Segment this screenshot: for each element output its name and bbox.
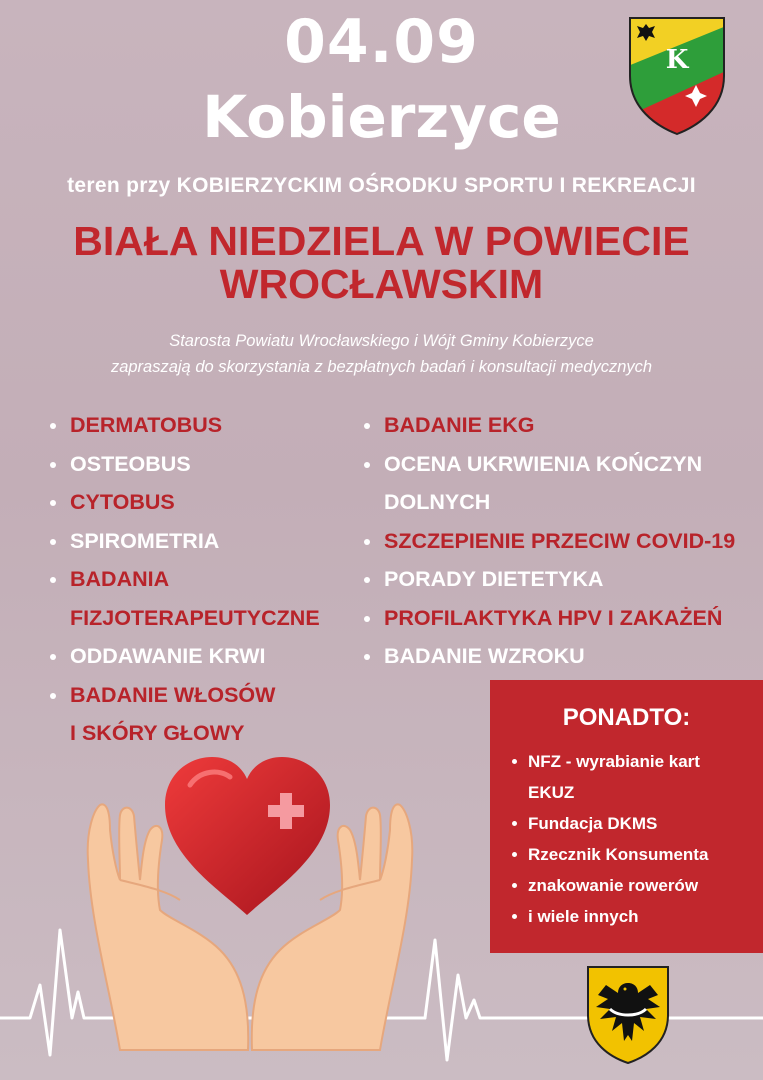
service-item: OCENA UKRWIENIA KOŃCZYN DOLNYCH	[364, 445, 735, 522]
service-item: BADANIA FIZJOTERAPEUTYCZNE	[50, 560, 320, 637]
event-date: 04.09	[284, 7, 479, 77]
services-list-left	[50, 406, 320, 753]
service-item: SZCZEPIENIE PRZECIW COVID-19	[364, 522, 735, 561]
service-item: DERMATOBUS	[50, 406, 320, 445]
ponadto-item: Rzecznik Konsumenta	[512, 839, 763, 870]
service-item: ODDAWANIE KRWI	[50, 637, 320, 676]
service-item: SPIROMETRIA	[50, 522, 320, 561]
service-item: PROFILAKTYKA HPV I ZAKAŻEŃ	[364, 599, 735, 638]
svg-text:K: K	[665, 45, 689, 75]
event-title	[20, 220, 743, 306]
service-item: CYTOBUS	[50, 483, 320, 522]
ponadto-list	[490, 746, 763, 932]
service-item: BADANIE EKG	[364, 406, 735, 445]
service-item: PORADY DIETETYKA	[364, 560, 735, 599]
event-city: Kobierzyce	[202, 83, 561, 151]
event-title-line2: WROCŁAWSKIM	[219, 261, 544, 308]
service-item: BADANIE WŁOSÓW I SKÓRY GŁOWY	[50, 676, 320, 753]
ponadto-title: PONADTO:	[562, 704, 691, 731]
invitation-line1: Starosta Powiatu Wrocławskiego i Wójt Gminy Kobierzyce	[169, 332, 594, 350]
invitation-text	[0, 328, 763, 381]
event-venue: teren przy KOBIERZYCKIM OŚRODKU SPORTU I REKREACJI	[67, 174, 696, 197]
ponadto-item: NFZ - wyrabianie kart	[512, 746, 763, 777]
invitation-line2: zapraszają do skorzystania z bezpłatnych badań i konsultacji medycznych	[110, 358, 653, 377]
service-item: BADANIE WZROKU	[364, 637, 735, 676]
heart-with-cross-icon	[160, 755, 335, 920]
ponadto-item: EKUZ	[528, 783, 575, 802]
services-list-right	[364, 406, 735, 676]
silesian-eagle-coat-of-arms-icon	[586, 965, 670, 1065]
ponadto-item: i wiele innych	[512, 901, 763, 932]
event-title-line1: BIAŁA NIEDZIELA W POWIECIE	[73, 218, 690, 264]
ponadto-box	[490, 680, 763, 953]
ponadto-item: Fundacja DKMS	[512, 808, 763, 839]
service-item: OSTEOBUS	[50, 445, 320, 484]
ponadto-item: znakowanie rowerów	[512, 870, 763, 901]
